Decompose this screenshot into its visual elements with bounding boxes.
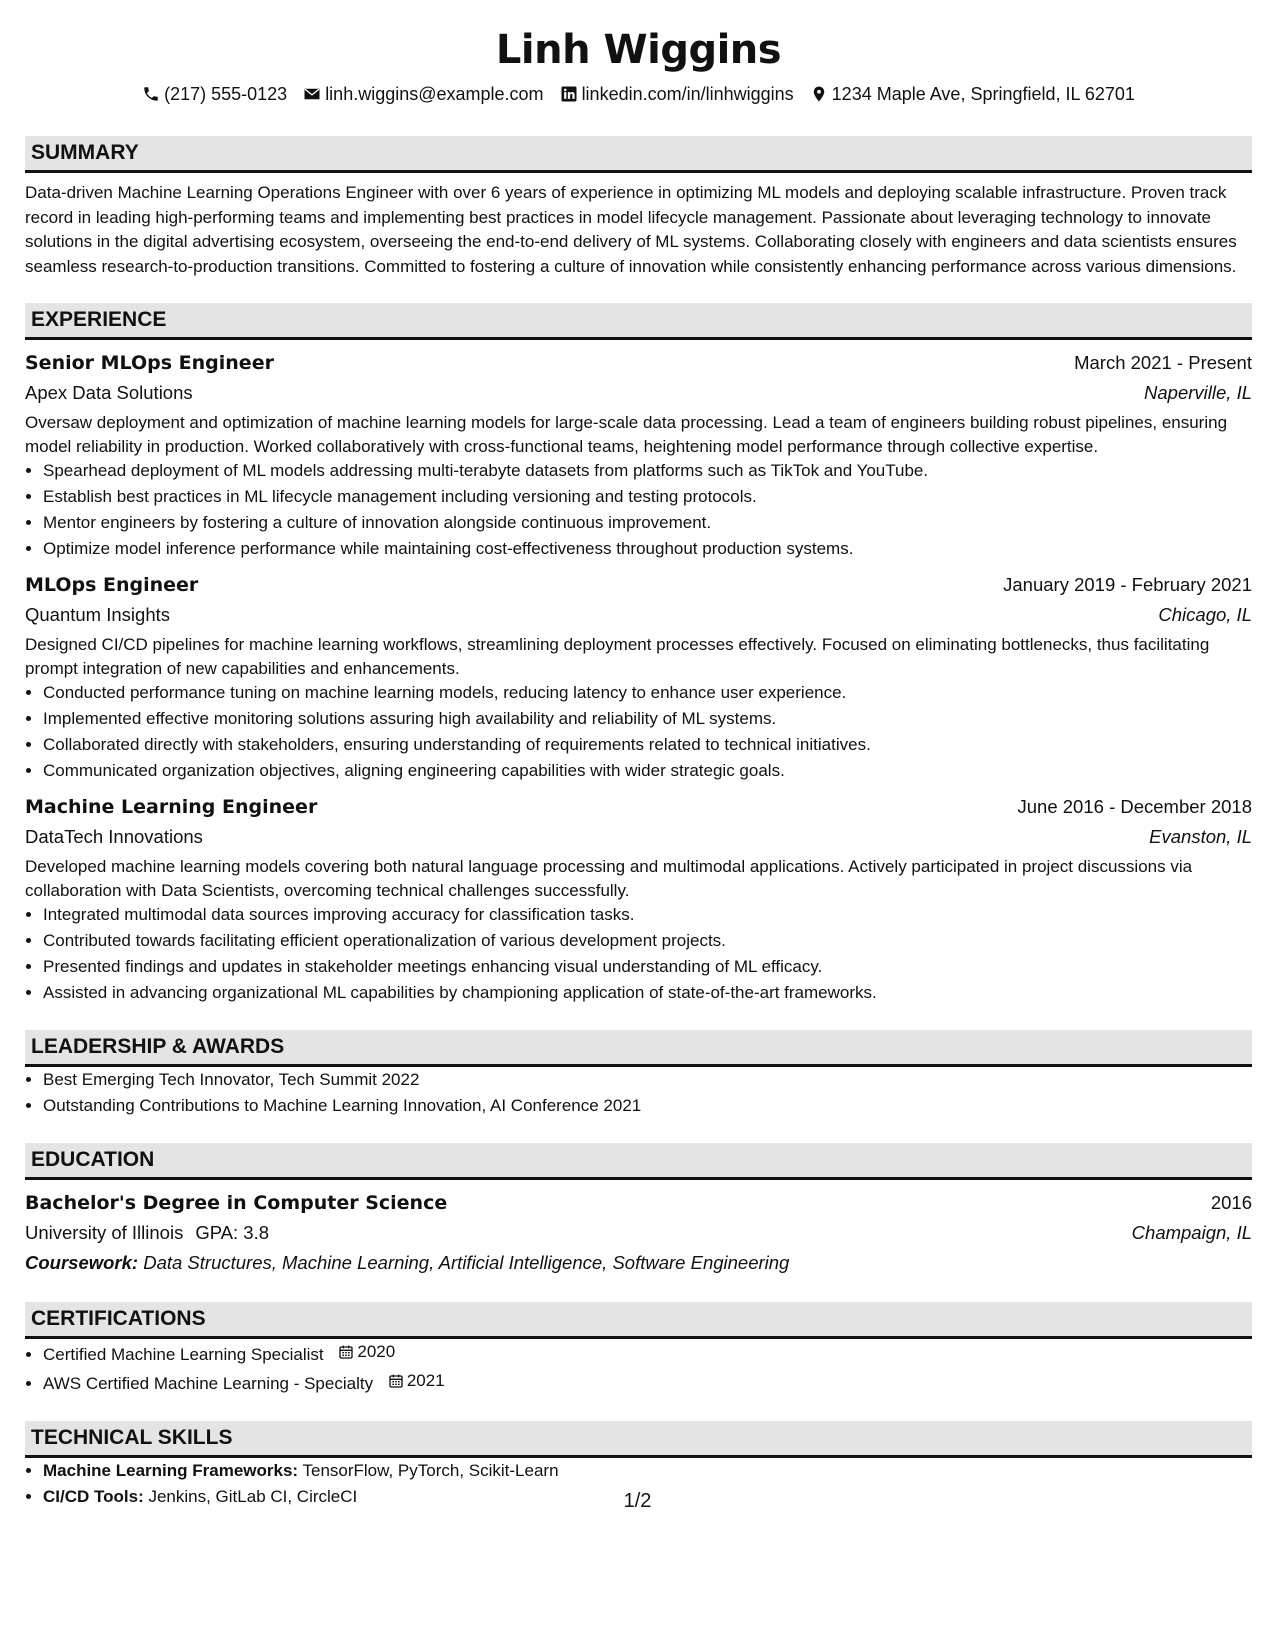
contact-phone — [142, 82, 287, 106]
certification-year: 2020 — [357, 1342, 396, 1362]
leadership-heading: LEADERSHIP & AWARDS — [25, 1030, 1252, 1067]
job-bullet: • Establish best practices in ML lifecycle management including versioning and testing protocols. — [43, 484, 1252, 510]
resume-content — [25, 22, 1252, 1510]
contact-bar — [25, 82, 1252, 106]
job-company-row — [25, 600, 1252, 630]
job-bullet: • Integrated multimodal data sources improving accuracy for classification tasks. — [43, 902, 1252, 928]
school-name: University of Illinois — [25, 1222, 184, 1244]
coursework-list: Data Structures, Machine Learning, Artificial Intelligence, Software Engineering — [143, 1252, 790, 1274]
job-bullet: • Mentor engineers by fostering a culture of innovation alongside continuous improvement. — [43, 510, 1252, 536]
degree-title: Bachelor's Degree in Computer Science — [25, 1192, 448, 1215]
job-bullet: • Communicated organization objectives, aligning engineering capabilities with wider strategic goals. — [43, 758, 1252, 784]
certification-date — [338, 1339, 395, 1365]
job-title: Senior MLOps Engineer — [25, 352, 274, 375]
contact-email[interactable] — [303, 82, 543, 106]
job-location: Chicago, IL — [1158, 604, 1252, 626]
award-item: • Best Emerging Tech Innovator, Tech Summit 2022 — [43, 1067, 1252, 1093]
certification-name: Certified Machine Learning Specialist — [43, 1345, 324, 1365]
map-pin-icon — [810, 85, 828, 103]
coursework-label: Coursework: — [25, 1252, 139, 1274]
skill-item — [43, 1458, 1252, 1484]
email-text[interactable]: linh.wiggins@example.com — [325, 84, 544, 104]
envelope-icon — [303, 85, 321, 103]
job-bullet: • Assisted in advancing organizational ML capabilities by championing application of state-of-the-art frameworks. — [43, 980, 1252, 1006]
job-dates: June 2016 - December 2018 — [1017, 796, 1252, 818]
skill-value: Jenkins, GitLab CI, CircleCI — [148, 1487, 358, 1507]
experience-heading: EXPERIENCE — [25, 303, 1252, 340]
job-dates: March 2021 - Present — [1074, 352, 1252, 374]
calendar-icon — [338, 1344, 354, 1360]
job-entry — [25, 348, 1252, 562]
certification-name: AWS Certified Machine Learning - Specialty — [43, 1374, 374, 1394]
job-entry — [25, 570, 1252, 784]
skills-heading: TECHNICAL SKILLS — [25, 1421, 1252, 1458]
phone-text: (217) 555-0123 — [164, 84, 288, 104]
certification-item — [43, 1339, 1252, 1368]
certification-date — [388, 1368, 445, 1394]
job-location: Evanston, IL — [1149, 826, 1252, 848]
job-location: Naperville, IL — [1144, 382, 1252, 404]
job-bullet: • Contributed towards facilitating efficient operationalization of various development projects. — [43, 928, 1252, 954]
job-entry — [25, 792, 1252, 1006]
job-company: Quantum Insights — [25, 604, 170, 626]
job-company-row — [25, 378, 1252, 408]
job-description: Oversaw deployment and optimization of machine learning models for large-scale data processing. Lead a team of engineers building robust pipelines, ensuring model reliability in production. Worked collaboratively with cross-functional teams, heightening model performance through collective expertise. — [25, 413, 1228, 456]
school-line — [25, 1218, 269, 1248]
job-title-row — [25, 570, 1252, 600]
summary-heading: SUMMARY — [25, 136, 1252, 173]
degree-row — [25, 1188, 1252, 1218]
certification-item — [43, 1368, 1252, 1397]
job-bullets — [25, 458, 1252, 562]
coursework-line — [25, 1248, 1252, 1278]
certifications-list — [25, 1339, 1252, 1397]
summary-text: Data-driven Machine Learning Operations Engineer with over 6 years of experience in optimizing ML models and deploying scalable infrastructure. Proven track record in leading high-performing teams and implementing best practices in model lifecycle management. Passionate about leveraging technology to innovate solutions in the digital advertising ecosystem, overseeing the end-to-end delivery of ML systems. Collaborating closely with engineers and data scientists ensures seamless research-to-production transitions. Committed to fostering a culture of innovation while consistently enhancing performance across various dimensions. — [25, 183, 1237, 276]
page-number: 1/2 — [623, 1490, 652, 1512]
address-text: 1234 Maple Ave, Springfield, IL 62701 — [831, 84, 1135, 104]
calendar-icon — [388, 1373, 404, 1389]
job-bullets — [25, 902, 1252, 1006]
job-company-row — [25, 822, 1252, 852]
job-title-row — [25, 792, 1252, 822]
job-bullet: • Implemented effective monitoring solutions assuring high availability and reliability of ML systems. — [43, 706, 1252, 732]
skill-label: CI/CD Tools: — [43, 1487, 144, 1507]
skill-value: TensorFlow, PyTorch, Scikit-Learn — [302, 1461, 559, 1481]
certifications-heading: CERTIFICATIONS — [25, 1302, 1252, 1339]
job-title: Machine Learning Engineer — [25, 796, 318, 819]
certification-year: 2021 — [406, 1371, 445, 1391]
skill-label: Machine Learning Frameworks: — [43, 1461, 299, 1481]
education-heading: EDUCATION — [25, 1143, 1252, 1180]
award-item: • Outstanding Contributions to Machine Learning Innovation, AI Conference 2021 — [43, 1093, 1252, 1119]
job-description: Developed machine learning models covering both natural language processing and multimodal applications. Actively participated in project discussions via collaboration with Data Scientists, overcoming technical challenges successfully. — [25, 857, 1193, 900]
linkedin-text[interactable]: linkedin.com/in/linhwiggins — [581, 84, 794, 104]
job-bullet: • Conducted performance tuning on machine learning models, reducing latency to enhance user experience. — [43, 680, 1252, 706]
candidate-name: Linh Wiggins — [495, 27, 782, 73]
linkedin-icon — [560, 85, 578, 103]
phone-icon — [142, 85, 160, 103]
job-company: Apex Data Solutions — [25, 382, 193, 404]
job-bullet: • Collaborated directly with stakeholders, ensuring understanding of requirements related to technical initiatives. — [43, 732, 1252, 758]
awards-list — [25, 1067, 1252, 1119]
job-company: DataTech Innovations — [25, 826, 203, 848]
gpa: GPA: 3.8 — [195, 1222, 270, 1244]
job-bullets — [25, 680, 1252, 784]
job-bullet: • Spearhead deployment of ML models addressing multi-terabyte datasets from platforms such as TikTok and YouTube. — [43, 458, 1252, 484]
job-title-row — [25, 348, 1252, 378]
graduation-year: 2016 — [1210, 1192, 1252, 1214]
job-bullet: • Presented findings and updates in stakeholder meetings enhancing visual understanding of ML efficacy. — [43, 954, 1252, 980]
job-bullet: • Optimize model inference performance while maintaining cost-effectiveness throughout production systems. — [43, 536, 1252, 562]
job-title: MLOps Engineer — [25, 574, 199, 597]
contact-address — [810, 82, 1135, 106]
contact-linkedin[interactable] — [560, 82, 794, 106]
school-location: Champaign, IL — [1131, 1222, 1252, 1244]
job-dates: January 2019 - February 2021 — [1003, 574, 1252, 596]
education-entry — [25, 1188, 1252, 1278]
job-description: Designed CI/CD pipelines for machine learning workflows, streamlining deployment processes effectively. Focused on eliminating bottlenecks, thus facilitating prompt integration of new capabilities and enhancements. — [25, 635, 1210, 678]
school-row — [25, 1218, 1252, 1248]
